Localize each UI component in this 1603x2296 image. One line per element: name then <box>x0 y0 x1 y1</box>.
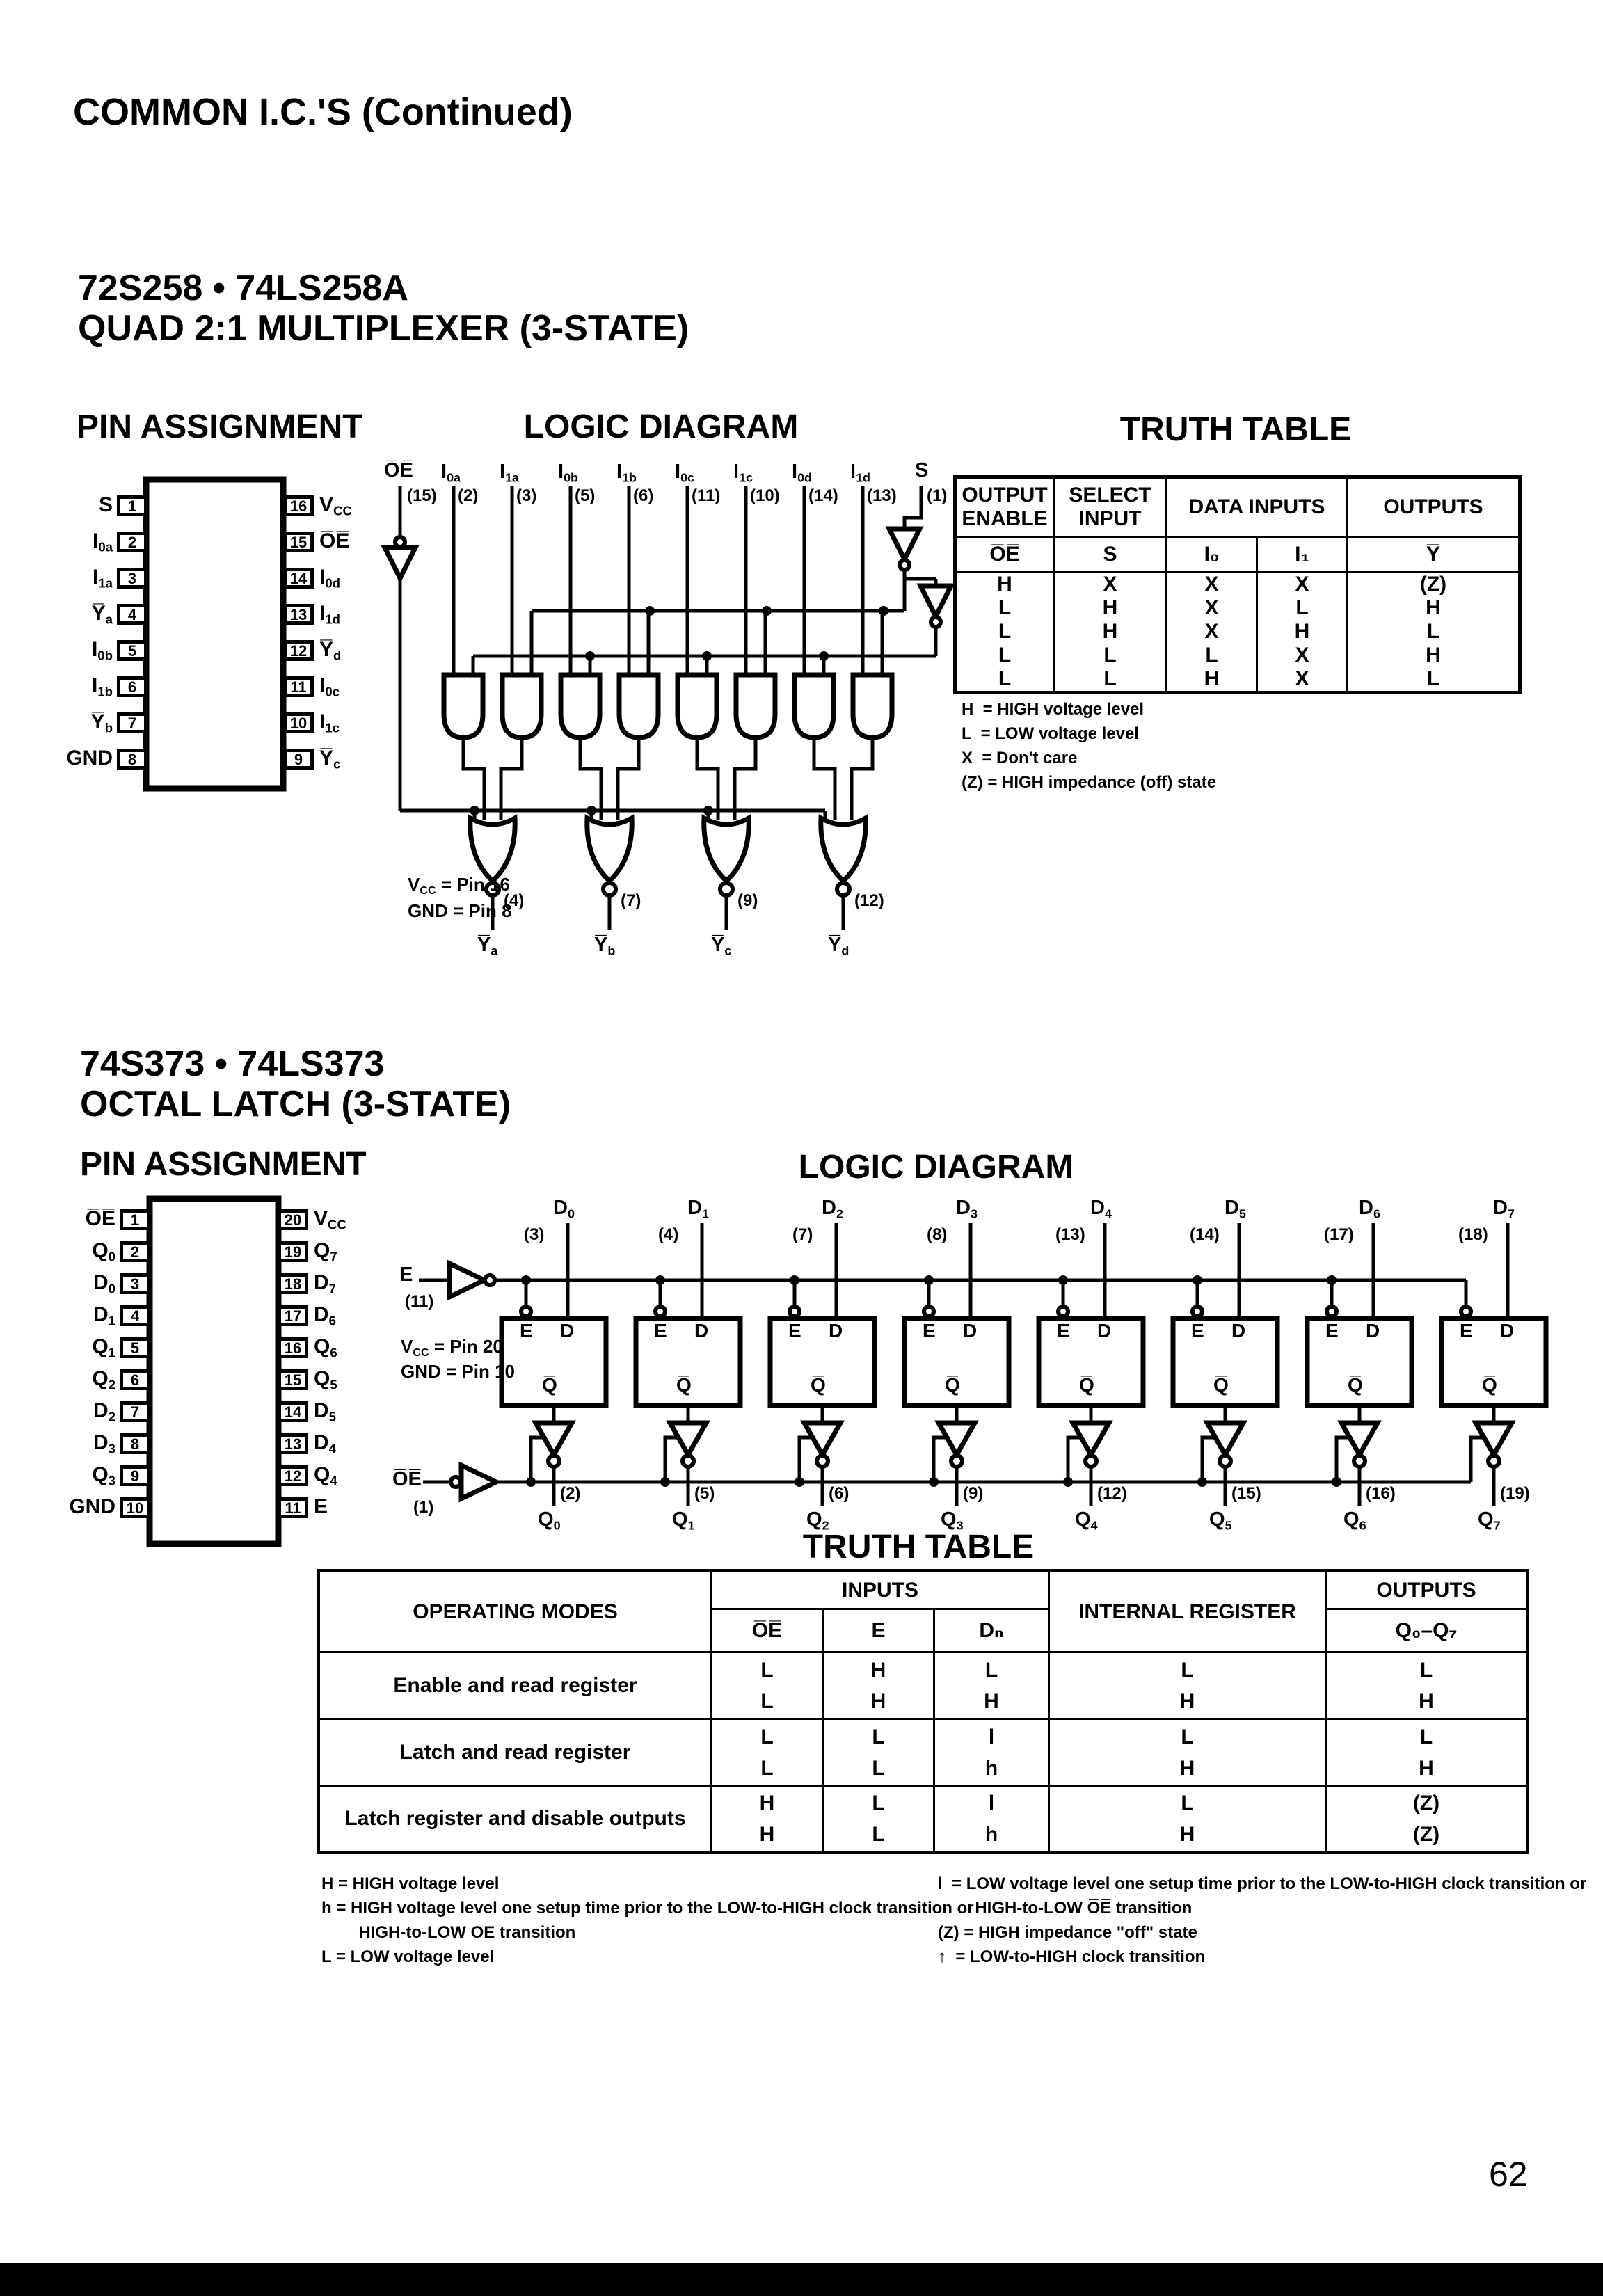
pin-ref: (5) <box>575 486 596 505</box>
signal-label: $D_7$ <box>1493 1197 1515 1221</box>
latch-q: Q̅ <box>1079 1374 1094 1396</box>
pin-number-box: 10 <box>120 1497 150 1518</box>
footnote: ↑ = LOW-to-HIGH clock transition <box>938 1947 1206 1966</box>
ic1-description: QUAD 2:1 MULTIPLEXER (3-STATE) <box>78 308 689 349</box>
output-label: $Q_0$ <box>538 1508 561 1533</box>
pin-label: $Y̅_c$ <box>319 747 341 772</box>
pin-number-box: 10 <box>283 712 314 733</box>
signal-label: $I_{0c}$ <box>675 461 695 485</box>
latch-e: E <box>520 1320 533 1341</box>
mode-cell: Latch and read register <box>319 1719 712 1786</box>
pin-label: $Q_7$ <box>314 1239 337 1264</box>
pin-ref: (10) <box>750 486 780 505</box>
latch-d: D <box>560 1320 575 1341</box>
pin-label: O̅E̅ <box>85 1207 115 1230</box>
cell: L L <box>712 1652 823 1719</box>
latch-d: D <box>1366 1320 1380 1341</box>
pin-number-box: 11 <box>283 676 314 697</box>
pin-number-box: 15 <box>278 1369 308 1390</box>
cell: X <box>1257 572 1348 597</box>
cell: H <box>1257 620 1348 644</box>
pin-label: $Y̅_d$ <box>319 638 342 663</box>
pin-ref: (17) <box>1324 1225 1354 1244</box>
pin-ref: (15) <box>407 486 437 505</box>
latch-q: Q̅ <box>1348 1374 1363 1396</box>
col-header: INTERNAL REGISTER <box>1049 1571 1326 1652</box>
cell: X <box>1167 620 1257 644</box>
output-label: $Y̅_a$ <box>477 934 498 958</box>
cell: L <box>1167 644 1257 667</box>
cell: L H <box>934 1652 1049 1719</box>
footnote: (Z) = HIGH impedance "off" state <box>938 1923 1197 1942</box>
cell: H <box>1054 620 1167 644</box>
signal-header: Y̅ <box>1348 537 1520 572</box>
latch-d: D <box>1231 1320 1246 1341</box>
pin-ref: (6) <box>633 486 654 505</box>
pin-ref: (11) <box>405 1292 434 1311</box>
latch-q: Q̅ <box>676 1374 692 1396</box>
cell: L H <box>1326 1652 1528 1719</box>
pin-label: $D_1$ <box>93 1303 115 1328</box>
signal-header: Dₙ <box>934 1609 1049 1652</box>
signal-label: $I_{1b}$ <box>616 461 637 485</box>
col-header: DATA INPUTS <box>1167 477 1348 537</box>
cell: l h <box>934 1719 1049 1786</box>
output-label: $Y̅_d$ <box>828 934 850 958</box>
pin-ref: (16) <box>1366 1484 1396 1503</box>
enable-label: E <box>399 1263 413 1286</box>
signal-header: I₀ <box>1167 537 1257 572</box>
pin-number-box: 8 <box>117 749 147 770</box>
footnote: h = HIGH voltage level one setup time prior to the LOW-to-HIGH clock transition or <box>321 1899 974 1918</box>
ic2-pin-assignment-heading: PIN ASSIGNMENT <box>80 1146 367 1183</box>
vcc-note: $V_{CC}$ = Pin 16 <box>408 874 510 897</box>
latch-d: D <box>694 1320 709 1341</box>
cell: L L <box>823 1719 934 1786</box>
footnote: X = Don't care <box>962 749 1078 767</box>
pin-number-box: 8 <box>120 1433 150 1454</box>
ic2-description: OCTAL LATCH (3-STATE) <box>80 1084 511 1124</box>
pin-number-box: 9 <box>283 749 314 770</box>
latch-d: D <box>1500 1320 1515 1341</box>
latch-e: E <box>1460 1320 1473 1341</box>
pin-number-box: 18 <box>278 1273 308 1294</box>
pin-number-box: 6 <box>117 676 147 697</box>
pin-label: $I_{1a}$ <box>92 566 113 591</box>
pin-number-box: 20 <box>278 1209 308 1230</box>
pin-number-box: 15 <box>283 532 314 552</box>
signal-label: $D_6$ <box>1359 1197 1380 1221</box>
col-header: OUTPUTS <box>1348 477 1520 537</box>
ic2-truth-table <box>317 1569 1529 1854</box>
pin-number-box: 7 <box>120 1401 150 1422</box>
page-title: COMMON I.C.'S (Continued) <box>73 91 573 133</box>
ic2-logic-diagram-heading: LOGIC DIAGRAM <box>798 1149 1074 1186</box>
cell: X <box>1257 644 1348 667</box>
output-label: $Q_4$ <box>1075 1508 1098 1533</box>
cell: H H <box>712 1786 823 1853</box>
pin-ref: (12) <box>1097 1484 1127 1503</box>
cell: L H <box>1049 1786 1326 1853</box>
pin-label: $D_2$ <box>93 1399 115 1424</box>
pin-ref: (8) <box>927 1225 948 1244</box>
pin-ref: (12) <box>854 891 884 910</box>
pin-ref: (1) <box>927 486 948 505</box>
pin-ref: (19) <box>1500 1484 1530 1503</box>
table-row <box>955 667 1520 693</box>
gnd-note: GND = Pin 10 <box>401 1361 515 1382</box>
footnote: (Z) = HIGH impedance (off) state <box>962 773 1217 792</box>
pin-label: $D_7$ <box>314 1271 337 1296</box>
pin-ref: (11) <box>692 486 721 505</box>
footnote: HIGH-to-LOW O̅E̅ transition <box>321 1923 576 1942</box>
output-label: $Q_3$ <box>941 1508 964 1533</box>
footnote: H = HIGH voltage level <box>321 1874 500 1893</box>
pin-ref: (4) <box>658 1225 679 1244</box>
pin-ref: (18) <box>1458 1225 1488 1244</box>
pin-number-box: 6 <box>120 1369 150 1390</box>
col-header: OUTPUT ENABLE <box>955 477 1054 537</box>
latch-e: E <box>788 1320 802 1341</box>
signal-header: I₁ <box>1257 537 1348 572</box>
signal-label: $D_4$ <box>1090 1197 1112 1221</box>
latch-d: D <box>963 1320 978 1341</box>
latch-d: D <box>829 1320 843 1341</box>
pin-ref: (9) <box>737 891 758 910</box>
ic1-truth-table-heading: TRUTH TABLE <box>1119 411 1352 448</box>
signal-label: S <box>915 459 929 481</box>
pin-number-box: 9 <box>120 1465 150 1486</box>
pin-number-box: 12 <box>283 640 314 661</box>
output-enable-label: O̅E̅ <box>392 1468 422 1490</box>
signal-label: $I_{0d}$ <box>792 461 813 485</box>
cell: (Z) <box>1348 572 1520 597</box>
pin-label: GND <box>69 1495 115 1518</box>
signal-label: $D_5$ <box>1225 1197 1246 1221</box>
footnote: L = LOW voltage level <box>321 1947 495 1966</box>
pin-label: $I_{0d}$ <box>319 566 341 591</box>
cell: L <box>955 596 1054 620</box>
pin-number-box: 7 <box>117 712 147 733</box>
cell: L L <box>823 1786 934 1853</box>
pin-label: E <box>314 1495 328 1518</box>
signal-label: $I_{0a}$ <box>441 461 461 485</box>
pin-ref: (2) <box>458 486 479 505</box>
pin-ref: (2) <box>560 1484 581 1503</box>
table-row <box>955 477 1520 537</box>
cell: L <box>1348 667 1520 693</box>
output-label: $Q_1$ <box>672 1508 695 1533</box>
pin-label: $D_0$ <box>93 1271 115 1296</box>
latch-e: E <box>1057 1320 1070 1341</box>
ic2-pin-diagram <box>69 1186 404 1555</box>
signal-label: $D_1$ <box>687 1197 709 1221</box>
output-label: $Y̅_c$ <box>711 934 732 958</box>
pin-label: $Q_3$ <box>92 1463 115 1488</box>
pin-label: $I_{1d}$ <box>319 602 341 627</box>
signal-header: E <box>823 1609 934 1652</box>
latch-q: Q̅ <box>945 1374 960 1396</box>
table-row <box>319 1786 1528 1853</box>
footnote: L = LOW voltage level <box>962 724 1139 743</box>
scan-artifact-bar <box>0 2263 1603 2296</box>
pin-number-box: 14 <box>283 568 314 589</box>
pin-label: $Q_6$ <box>314 1335 337 1360</box>
pin-ref: (14) <box>1190 1225 1220 1244</box>
cell: (Z) (Z) <box>1326 1786 1528 1853</box>
pin-number-box: 13 <box>283 604 314 625</box>
latch-e: E <box>654 1320 667 1341</box>
ic2-logic-diagram <box>390 1183 1558 1538</box>
cell: L <box>1054 644 1167 667</box>
cell: L H <box>1049 1652 1326 1719</box>
pin-label: $Q_0$ <box>92 1239 115 1264</box>
cell: H <box>1348 596 1520 620</box>
cell: L <box>955 667 1054 693</box>
table-row <box>955 572 1520 597</box>
cell: L <box>1257 596 1348 620</box>
latch-q: Q̅ <box>1482 1374 1497 1396</box>
pin-ref: (13) <box>867 486 897 505</box>
col-header: OUTPUTS <box>1326 1571 1528 1609</box>
latch-q: Q̅ <box>811 1374 826 1396</box>
latch-q: Q̅ <box>1213 1374 1229 1396</box>
pin-ref: (1) <box>413 1498 434 1517</box>
ic1-logic-diagram-heading: LOGIC DIAGRAM <box>523 408 799 445</box>
pin-number-box: 3 <box>117 568 147 589</box>
col-header: OPERATING MODES <box>319 1571 712 1652</box>
pin-number-box: 5 <box>117 640 147 661</box>
pin-label: $I_{1c}$ <box>319 710 340 735</box>
pin-ref: (9) <box>963 1484 984 1503</box>
signal-header: O̅E̅ <box>712 1609 823 1652</box>
cell: H <box>1167 667 1257 693</box>
signal-label: $I_{1d}$ <box>850 461 871 485</box>
pin-number-box: 4 <box>117 604 147 625</box>
pin-label: $Q_1$ <box>92 1335 115 1360</box>
footnote: HIGH-to-LOW O̅E̅ transition <box>938 1899 1193 1918</box>
pin-number-box: 13 <box>278 1433 308 1454</box>
cell: X <box>1054 572 1167 597</box>
vcc-note: $V_{CC}$ = Pin 20 <box>401 1336 503 1359</box>
table-row <box>319 1571 1528 1609</box>
pin-label: $Q_5$ <box>314 1367 337 1392</box>
pin-number-box: 2 <box>120 1241 150 1262</box>
footnote: l = LOW voltage level one setup time prior to the LOW-to-HIGH clock transition or <box>938 1874 1587 1893</box>
table-row <box>955 620 1520 644</box>
col-header: SELECT INPUT <box>1054 477 1167 537</box>
footnote: H = HIGH voltage level <box>962 700 1145 719</box>
pin-label: $Y̅_a$ <box>91 602 113 627</box>
cell: L L <box>712 1719 823 1786</box>
mode-cell: Latch register and disable outputs <box>319 1786 712 1853</box>
output-label: $Q_7$ <box>1478 1508 1501 1533</box>
ic2-truth-table-heading: TRUTH TABLE <box>802 1529 1035 1565</box>
pin-label: $D_3$ <box>93 1431 115 1456</box>
pin-number-box: 1 <box>120 1209 150 1230</box>
latch-e: E <box>923 1320 936 1341</box>
pin-label: $Y̅_b$ <box>90 710 113 735</box>
cell: X <box>1167 596 1257 620</box>
col-header: INPUTS <box>712 1571 1049 1609</box>
signal-header: S <box>1054 537 1167 572</box>
pin-ref: (7) <box>792 1225 813 1244</box>
pin-ref: (7) <box>621 891 641 910</box>
cell: H <box>1348 644 1520 667</box>
table-row <box>955 644 1520 667</box>
table-row <box>955 596 1520 620</box>
signal-label: $D_3$ <box>956 1197 978 1221</box>
page-number: 62 <box>1489 2155 1528 2194</box>
pin-label: S <box>98 493 113 516</box>
signal-label: $I_{1a}$ <box>500 461 520 485</box>
cell: H <box>955 572 1054 597</box>
ic1-pin-diagram <box>66 470 390 797</box>
pin-ref: (3) <box>524 1225 545 1244</box>
output-label: $Q_6$ <box>1343 1508 1366 1533</box>
cell: H H <box>823 1652 934 1719</box>
pin-number-box: 3 <box>120 1273 150 1294</box>
pin-number-box: 16 <box>278 1337 308 1358</box>
signal-label: O̅E̅ <box>384 459 413 481</box>
pin-ref: (4) <box>504 891 525 910</box>
pin-ref: (3) <box>516 486 537 505</box>
pin-number-box: 17 <box>278 1305 308 1326</box>
mode-cell: Enable and read register <box>319 1652 712 1719</box>
pin-label: $D_5$ <box>314 1399 337 1424</box>
pin-label: $Q_2$ <box>92 1367 115 1392</box>
pin-ref: (5) <box>694 1484 715 1503</box>
pin-number-box: 5 <box>120 1337 150 1358</box>
pin-label: $I_{0a}$ <box>92 529 113 555</box>
pin-label: $D_4$ <box>314 1431 337 1456</box>
ic1-truth-table <box>953 475 1522 694</box>
cell: L <box>955 620 1054 644</box>
pin-label: O̅E̅ <box>319 529 350 552</box>
signal-label: $D_0$ <box>553 1197 575 1221</box>
cell: X <box>1167 572 1257 597</box>
pin-label: $D_6$ <box>314 1303 337 1328</box>
pin-ref: (14) <box>808 486 838 505</box>
cell: L <box>1054 667 1167 693</box>
ic2-table-footnotes-right <box>938 1872 1586 1969</box>
cell: H <box>1054 596 1167 620</box>
latch-e: E <box>1325 1320 1339 1341</box>
pin-ref: (6) <box>829 1484 850 1503</box>
cell: L <box>1348 620 1520 644</box>
latch-q: Q̅ <box>542 1374 557 1396</box>
table-row <box>319 1719 1528 1786</box>
output-label: $Q_5$ <box>1209 1508 1232 1533</box>
signal-header: Q₀–Q₇ <box>1326 1609 1528 1652</box>
output-label: $Y̅_b$ <box>594 934 616 958</box>
pin-ref: (13) <box>1055 1225 1085 1244</box>
signal-label: $I_{1c}$ <box>733 461 753 485</box>
pin-label: $V_{CC}$ <box>314 1207 346 1232</box>
pin-label: $V_{CC}$ <box>319 493 352 518</box>
ic1-logic-diagram <box>376 459 960 974</box>
ic1-table-footnotes <box>962 697 1216 795</box>
cell: L H <box>1049 1719 1326 1786</box>
ic2-table-footnotes-left <box>321 1872 974 1969</box>
cell: l h <box>934 1786 1049 1853</box>
pin-number-box: 14 <box>278 1401 308 1422</box>
pin-label: $I_{0c}$ <box>319 674 340 699</box>
table-row <box>319 1652 1528 1719</box>
pin-ref: (15) <box>1231 1484 1261 1503</box>
pin-number-box: 1 <box>117 495 147 516</box>
cell: L H <box>1326 1719 1528 1786</box>
ic1-pin-assignment-heading: PIN ASSIGNMENT <box>77 408 363 445</box>
signal-label: $D_2$ <box>822 1197 843 1221</box>
pin-number-box: 4 <box>120 1305 150 1326</box>
pin-number-box: 19 <box>278 1241 308 1262</box>
ic2-part-numbers: 74S373 • 74LS373 <box>80 1044 385 1084</box>
signal-header: O̅E̅ <box>955 537 1054 572</box>
pin-number-box: 2 <box>117 532 147 552</box>
output-label: $Q_2$ <box>806 1508 829 1533</box>
table-row <box>955 537 1520 572</box>
pin-label: $I_{1b}$ <box>91 674 113 699</box>
pin-number-box: 11 <box>278 1497 308 1518</box>
signal-label: $I_{0b}$ <box>558 461 579 485</box>
latch-d: D <box>1097 1320 1112 1341</box>
pin-number-box: 12 <box>278 1465 308 1486</box>
pin-label: $Q_4$ <box>314 1463 337 1488</box>
cell: L <box>955 644 1054 667</box>
pin-label: $I_{0b}$ <box>91 638 113 663</box>
pin-number-box: 16 <box>283 495 314 516</box>
latch-e: E <box>1191 1320 1204 1341</box>
cell: X <box>1257 667 1348 693</box>
gnd-note: GND = Pin 8 <box>408 900 512 921</box>
ic1-part-numbers: 72S258 • 74LS258A <box>78 268 408 308</box>
pin-label: GND <box>66 747 113 770</box>
